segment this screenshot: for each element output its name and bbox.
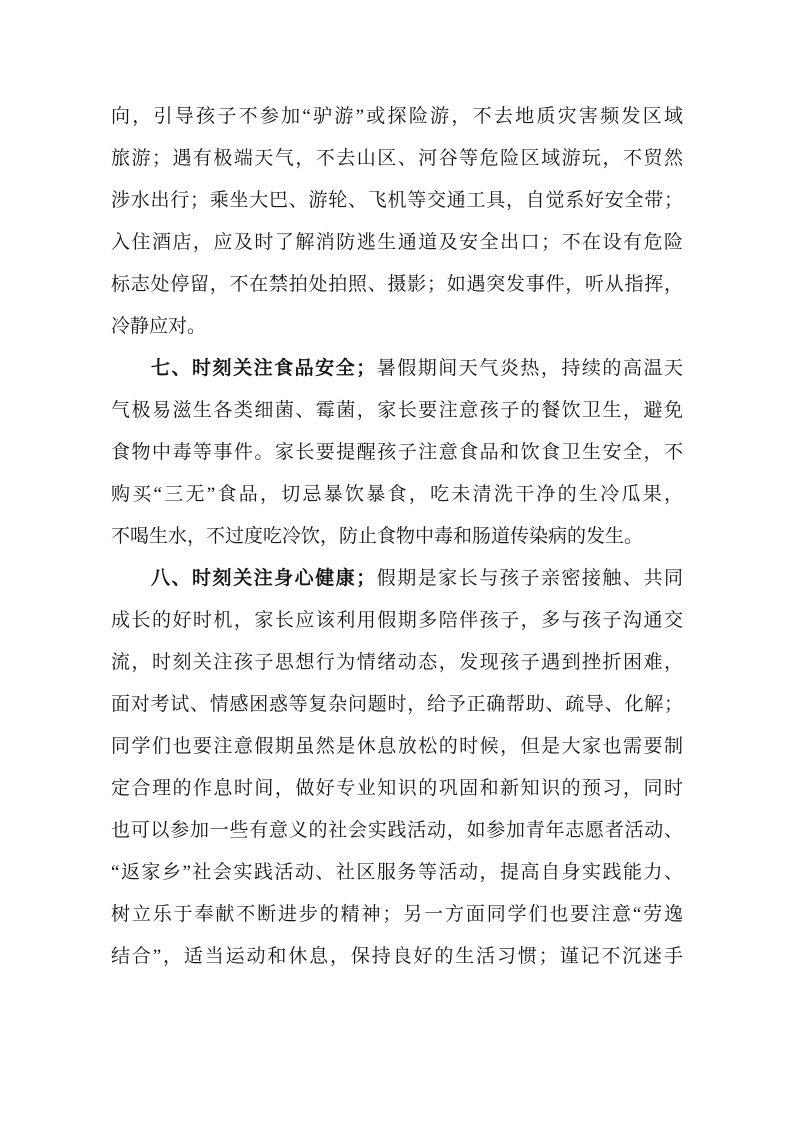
text-line: 气极易滋生各类细菌、霉菌，家长要注意孩子的餐饮卫生，避免 [111, 400, 683, 421]
text-line: 不喝生水，不过度吃冷饮，防止食物中毒和肠道传染病的发生。 [111, 526, 644, 547]
text-line: 标志处停留，不在禁拍处拍照、摄影；如遇突发事件，听从指挥， [111, 274, 683, 295]
text-line: 冷静应对。 [111, 316, 207, 337]
text-line: 向，引导孩子不参加“驴游”或探险游，不去地质灾害频发区域 [111, 106, 683, 127]
text-line: 涉水出行；乘坐大巴、游轮、飞机等交通工具，自觉系好安全带； [111, 190, 683, 211]
paragraph-section-seven-food-safety [111, 348, 683, 558]
text-line: 也可以参加一些有意义的社会实践活动，如参加青年志愿者活动、 [111, 820, 683, 841]
text-line: 成长的好时机，家长应该利用假期多陪伴孩子，多与孩子沟通交 [111, 610, 683, 631]
paragraph-section-eight-mental-health [111, 558, 683, 978]
paragraph-travel-safety-continuation [111, 96, 683, 348]
text-line: 旅游；遇有极端天气，不去山区、河谷等危险区域游玩，不贸然 [111, 148, 683, 169]
section-heading: 七、时刻关注食品安全； [151, 358, 376, 379]
document-text-block [111, 96, 683, 978]
heading-rest-text: 假期是家长与孩子亲密接触、共同 [375, 568, 683, 589]
text-line: 定合理的作息时间，做好专业知识的巩固和新知识的预习，同时 [111, 778, 683, 799]
text-line: “返家乡”社会实践活动、社区服务等活动，提高自身实践能力、 [111, 862, 683, 883]
text-line: 食物中毒等事件。家长要提醒孩子注意食品和饮食卫生安全，不 [111, 442, 683, 463]
text-line: 树立乐于奉献不断进步的精神；另一方面同学们也要注意“劳逸 [111, 904, 683, 925]
text-line: 同学们也要注意假期虽然是休息放松的时候，但是大家也需要制 [111, 736, 683, 757]
text-line: 购买“三无”食品，切忌暴饮暴食，吃未清洗干净的生冷瓜果， [111, 484, 683, 505]
text-line [111, 558, 683, 600]
section-heading: 八、时刻关注身心健康； [151, 568, 376, 589]
text-line: 面对考试、情感困惑等复杂问题时，给予正确帮助、疏导、化解； [111, 694, 683, 715]
text-line [111, 348, 683, 390]
text-line: 入住酒店，应及时了解消防逃生通道及安全出口；不在设有危险 [111, 232, 683, 253]
text-line: 结合”，适当运动和休息，保持良好的生活习惯；谨记不沉迷手 [111, 946, 683, 967]
heading-rest-text: 暑假期间天气炎热，持续的高温天 [375, 358, 683, 379]
text-line: 流，时刻关注孩子思想行为情绪动态，发现孩子遇到挫折困难， [111, 652, 683, 673]
